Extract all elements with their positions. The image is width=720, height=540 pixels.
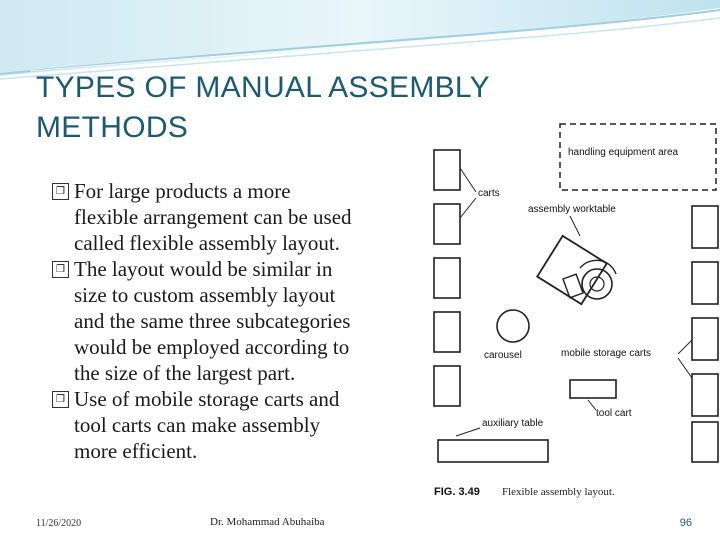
mobile-carts-label: mobile storage carts <box>561 348 652 359</box>
right-carts <box>692 206 718 462</box>
bullet-line: For large products a more <box>74 179 291 203</box>
bullet-item <box>52 386 424 464</box>
bullet-line: would be employed according to <box>74 335 350 359</box>
worktable-label: assembly worktable <box>528 204 616 215</box>
page-number: 96 <box>679 517 692 529</box>
bullet-item <box>52 178 424 256</box>
bullet-line: The layout would be similar in <box>74 257 333 281</box>
bullet-line: more efficient. <box>74 439 198 463</box>
tool-cart-shape <box>570 380 616 398</box>
bullet-line: Use of mobile storage carts and <box>74 387 340 411</box>
bullet-line: tool carts can make assembly <box>74 413 321 437</box>
layout-diagram <box>420 118 720 506</box>
bullet-item <box>52 256 424 386</box>
operator-fixture <box>582 269 612 299</box>
figure-number: FIG. 3.49 <box>434 486 480 498</box>
checkbox-bullet-icon: ❒ <box>52 183 69 200</box>
footer-author: Dr. Mohammad Abuhaiba <box>210 516 325 528</box>
auxiliary-table-label: auxiliary table <box>482 418 544 429</box>
figure-caption: Flexible assembly layout. <box>502 486 615 498</box>
bullet-line: size to custom assembly layout <box>74 283 336 307</box>
bullet-list <box>52 178 424 464</box>
checkbox-bullet-icon: ❒ <box>52 261 69 278</box>
title-line-1: TYPES OF MANUAL ASSEMBLY <box>36 71 490 104</box>
title-line-2: METHODS <box>36 111 189 144</box>
checkbox-bullet-icon: ❒ <box>52 391 69 408</box>
carts-label: carts <box>478 188 500 199</box>
worktable-shape <box>537 236 607 304</box>
bullet-line: flexible arrangement can be used <box>74 205 352 229</box>
handling-area-label: handling equipment area <box>568 147 679 158</box>
bullet-line: the size of the largest part. <box>74 361 296 385</box>
left-carts <box>434 150 460 406</box>
tool-cart-label: tool cart <box>596 408 632 419</box>
auxiliary-table-shape <box>438 440 548 462</box>
bullet-line: and the same three subcategories <box>74 309 351 333</box>
carousel-label: carousel <box>484 350 522 361</box>
flexible-layout-figure <box>420 118 720 506</box>
carousel-shape <box>497 310 529 342</box>
bullet-line: called flexible assembly layout. <box>74 231 340 255</box>
footer-date: 11/26/2020 <box>36 518 82 529</box>
